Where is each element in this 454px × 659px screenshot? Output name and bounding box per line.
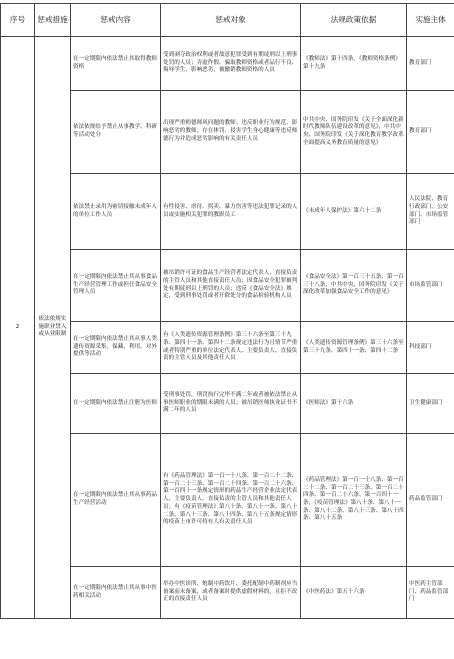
table-row	[1, 37, 454, 91]
header-content: 惩戒内容	[71, 4, 161, 37]
measure-cell: 依法依规实施职业禁入或从业限制	[35, 37, 71, 619]
target-cell: 受到剥夺政治权利或者故意犯罪受到有期徒刑以上刑事处罚的人员；弄虚作假、骗取教师资格或者品行不良、侮辱学生、影响恶劣，被撤销教师资格的人员	[161, 37, 301, 91]
target-cell: 有性侵害、虐待、拐卖、暴力伤害等违法犯罪记录的人员或实施相关犯罪的教职员工	[161, 174, 301, 250]
target-cell: 出现严重师德师风问题的教师；违反职业行为规范、影响恶劣的教师；存在体罚、侵害学生身心健康等违反师德行为并造成恶劣影响的有关责任人员	[161, 91, 301, 174]
basis-cell: 《医师法》第十六条	[301, 374, 407, 434]
table-header-row	[1, 4, 454, 37]
basis-cell: 中共中央、国务院印发《关于全面深化新时代教师队伍建设改革的意见》，中共中央、国务院印发《关于深化教育教学改革全面提高义务教育质量的意见》	[301, 91, 407, 174]
subject-cell: 市场监管部门	[407, 250, 454, 322]
subject-cell: 人民法院、教育行政部门、公安部门、市场监管部门	[407, 174, 454, 250]
basis-cell: 《药品管理法》第一百一十八条、第一百二十二条、第一百二十三条、第一百二十四条、第一百二十六条、第一百四十一条，《疫苗管理法》第八十条、第八十一条、第八十二条、第八十三条、第八十四条、第八十五条	[301, 434, 407, 567]
subject-cell: 药品监管部门	[407, 434, 454, 567]
basis-cell: 《食品安全法》第一百三十五条、第一百三十八条，中共中央、国务院印发《关于深化改革加强食品安全工作的意见》	[301, 250, 407, 322]
target-cell: 有《人类遗传资源管理条例》第三十六条至第三十九条、第四十一条、第四十二条规定违法行为且情节严重或者特别严重的单位法定代表人、主要负责人、直接负责的主管人员及其他责任人员	[161, 322, 301, 374]
header-seq: 序号	[1, 4, 35, 37]
target-cell: 举办中医诊所、炮制中药饮片、委托配制中药制剂应当备案而未备案，或者备案时提供虚假材料的，且拒不改正的直接责任人员	[161, 567, 301, 619]
header-subject: 实施主体	[407, 4, 454, 37]
subject-cell: 教育部门	[407, 91, 454, 174]
subject-cell: 中医药主管部门、药品监管部门	[407, 567, 454, 619]
subject-cell: 卫生健康部门	[407, 374, 454, 434]
content-cell: 在一定期限内依法禁止其取得教师资格	[71, 37, 161, 91]
content-cell: 在一定期限内依法禁止其从事中医药相关活动	[71, 567, 161, 619]
target-cell: 被吊销许可证的食品生产经营者法定代表人、直接负责的主管人员和其他直接责任人员；因食品安全犯罪被判处有期徒刑以上刑罚的人员；违反《食品安全法》规定，受到刑事处罚或者开除处分的食品检验机构人员	[161, 250, 301, 322]
header-target: 惩戒对象	[161, 4, 301, 37]
content-cell: 在一定期限内依法禁止其从事人类遗传资源采集、保藏、利用、对外提供等活动	[71, 322, 161, 374]
basis-cell: 《人类遗传资源管理条例》第三十六条至第三十九条、第四十一条、第四十二条	[301, 322, 407, 374]
basis-cell: 《中医药法》第五十六条	[301, 567, 407, 619]
basis-cell: 《教师法》第十四条、《教师资格条例》第十九条	[301, 37, 407, 91]
header-measure: 惩戒措施	[35, 4, 71, 37]
seq-number-cell: 2	[1, 37, 35, 619]
disciplinary-measures-table	[0, 3, 454, 619]
header-basis: 法规政策依据	[301, 4, 407, 37]
target-cell: 有《药品管理法》第一百一十八条、第一百二十二条、第一百二十三条、第一百二十四条、第一百二十六条、第一百四十一条规定情形的药品生产经营企业法定代表人、主要负责人、直接负责的主管人员和其他责任人员；有《疫苗管理法》第八十条、第八十一条、第八十二条、第八十三条、第八十四条、第八十五条规定情形的疫苗上市许可持有人有关责任人员	[161, 434, 301, 567]
content-cell: 在一定期限内依法禁止注册为医师	[71, 374, 161, 434]
content-cell: 依法禁止录用为密切接触未成年人的单位工作人员	[71, 174, 161, 250]
target-cell: 受刑事处罚，刑罚执行完毕不满二年或者被依法禁止从事医师职业的期限未满的人员；被吊销医师执业证书不满二年的人员	[161, 374, 301, 434]
content-cell: 在一定期限内依法禁止其从事食品生产经营管理工作或担任食品安全管理人员	[71, 250, 161, 322]
subject-cell: 科技部门	[407, 322, 454, 374]
subject-cell: 教育部门	[407, 37, 454, 91]
content-cell: 在一定期限内依法禁止其从事药品生产经营活动	[71, 434, 161, 567]
basis-cell: 《未成年人保护法》第六十二条	[301, 174, 407, 250]
content-cell: 依法依规给予禁止从事教学、科研等活动处分	[71, 91, 161, 174]
